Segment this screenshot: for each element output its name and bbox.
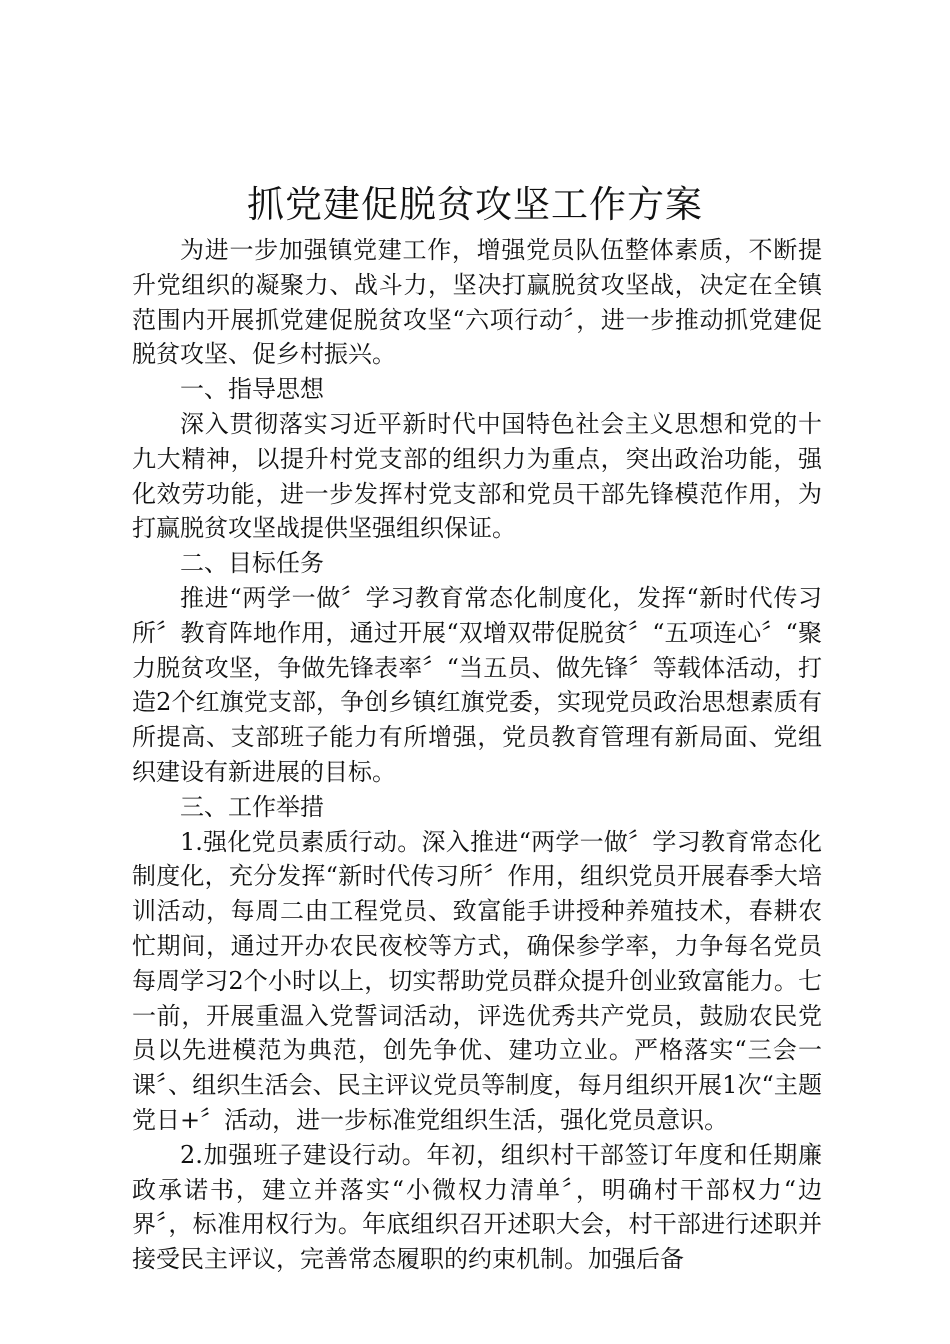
section-heading-goals: 二、目标任务 <box>180 549 324 578</box>
section-heading-measures: 三、工作举措 <box>180 792 324 821</box>
document-body <box>132 233 822 1277</box>
intro-paragraph: 为进一步加强镇党建工作，增强党员队伍整体素质，不断提升党组织的凝聚力、战斗力，坚决打赢脱贫攻坚战，决定在全镇范围内开展抓党建促脱贫攻坚“六项行动〞，进一步推动抓党建促脱贫攻坚、促乡村振兴。 <box>132 236 822 369</box>
guiding-thought-paragraph: 深入贯彻落实习近平新时代中国特色社会主义思想和党的十九大精神，以提升村党支部的组织力为重点，突出政治功能，强化效劳功能，进一步发挥村党支部和党员干部先锋模范作用，为打赢脱贫攻坚战提供坚强组织保证。 <box>132 409 822 543</box>
goals-paragraph: 推进“两学一做〞学习教育常态化制度化，发挥“新时代传习所〞教育阵地作用，通过开展“双增双带促脱贫〞“五项连心〞“聚力脱贫攻坚，争做先锋表率〞“当五员、做先锋〞等载体活动，打造2个红旗党支部，争创乡镇红旗党委，实现党员政治思想素质有所提高、支部班子能力有所增强，党员教育管理有新局面、党组织建设有新进展的目标。 <box>132 583 822 786</box>
measure-1-paragraph: 1.强化党员素质行动。深入推进“两学一做〞学习教育常态化制度化，充分发挥“新时代传习所〞作用，组织党员开展春季大培训活动，每周二由工程党员、致富能手讲授种养殖技术，春耕农忙期间，通过开办农民夜校等方式，确保参学率，力争每名党员每周学习2个小时以上，切实帮助党员群众提升创业致富能力。七一前，开展重温入党誓词活动，评选优秀共产党员，鼓励农民党员以先进模范为典范，创先争优、建功立业。严格落实“三会一课〞、组织生活会、民主评议党员等制度，每月组织开展1次“主题党日+〞活动，进一步标准党组织生活，强化党员意识。 <box>132 827 822 1134</box>
measure-2-paragraph: 2.加强班子建设行动。年初，组织村干部签订年度和任期廉政承诺书，建立并落实“小微权力清单〞，明确村干部权力“边界〞，标准用权行为。年底组织召开述职大会，村干部进行述职并接受民主评议，完善常态履职的约束机制。加强后备 <box>132 1140 822 1274</box>
document-title: 抓党建促脱贫攻坚工作方案 <box>247 183 703 226</box>
section-heading-guiding-thought: 一、指导思想 <box>180 375 324 404</box>
